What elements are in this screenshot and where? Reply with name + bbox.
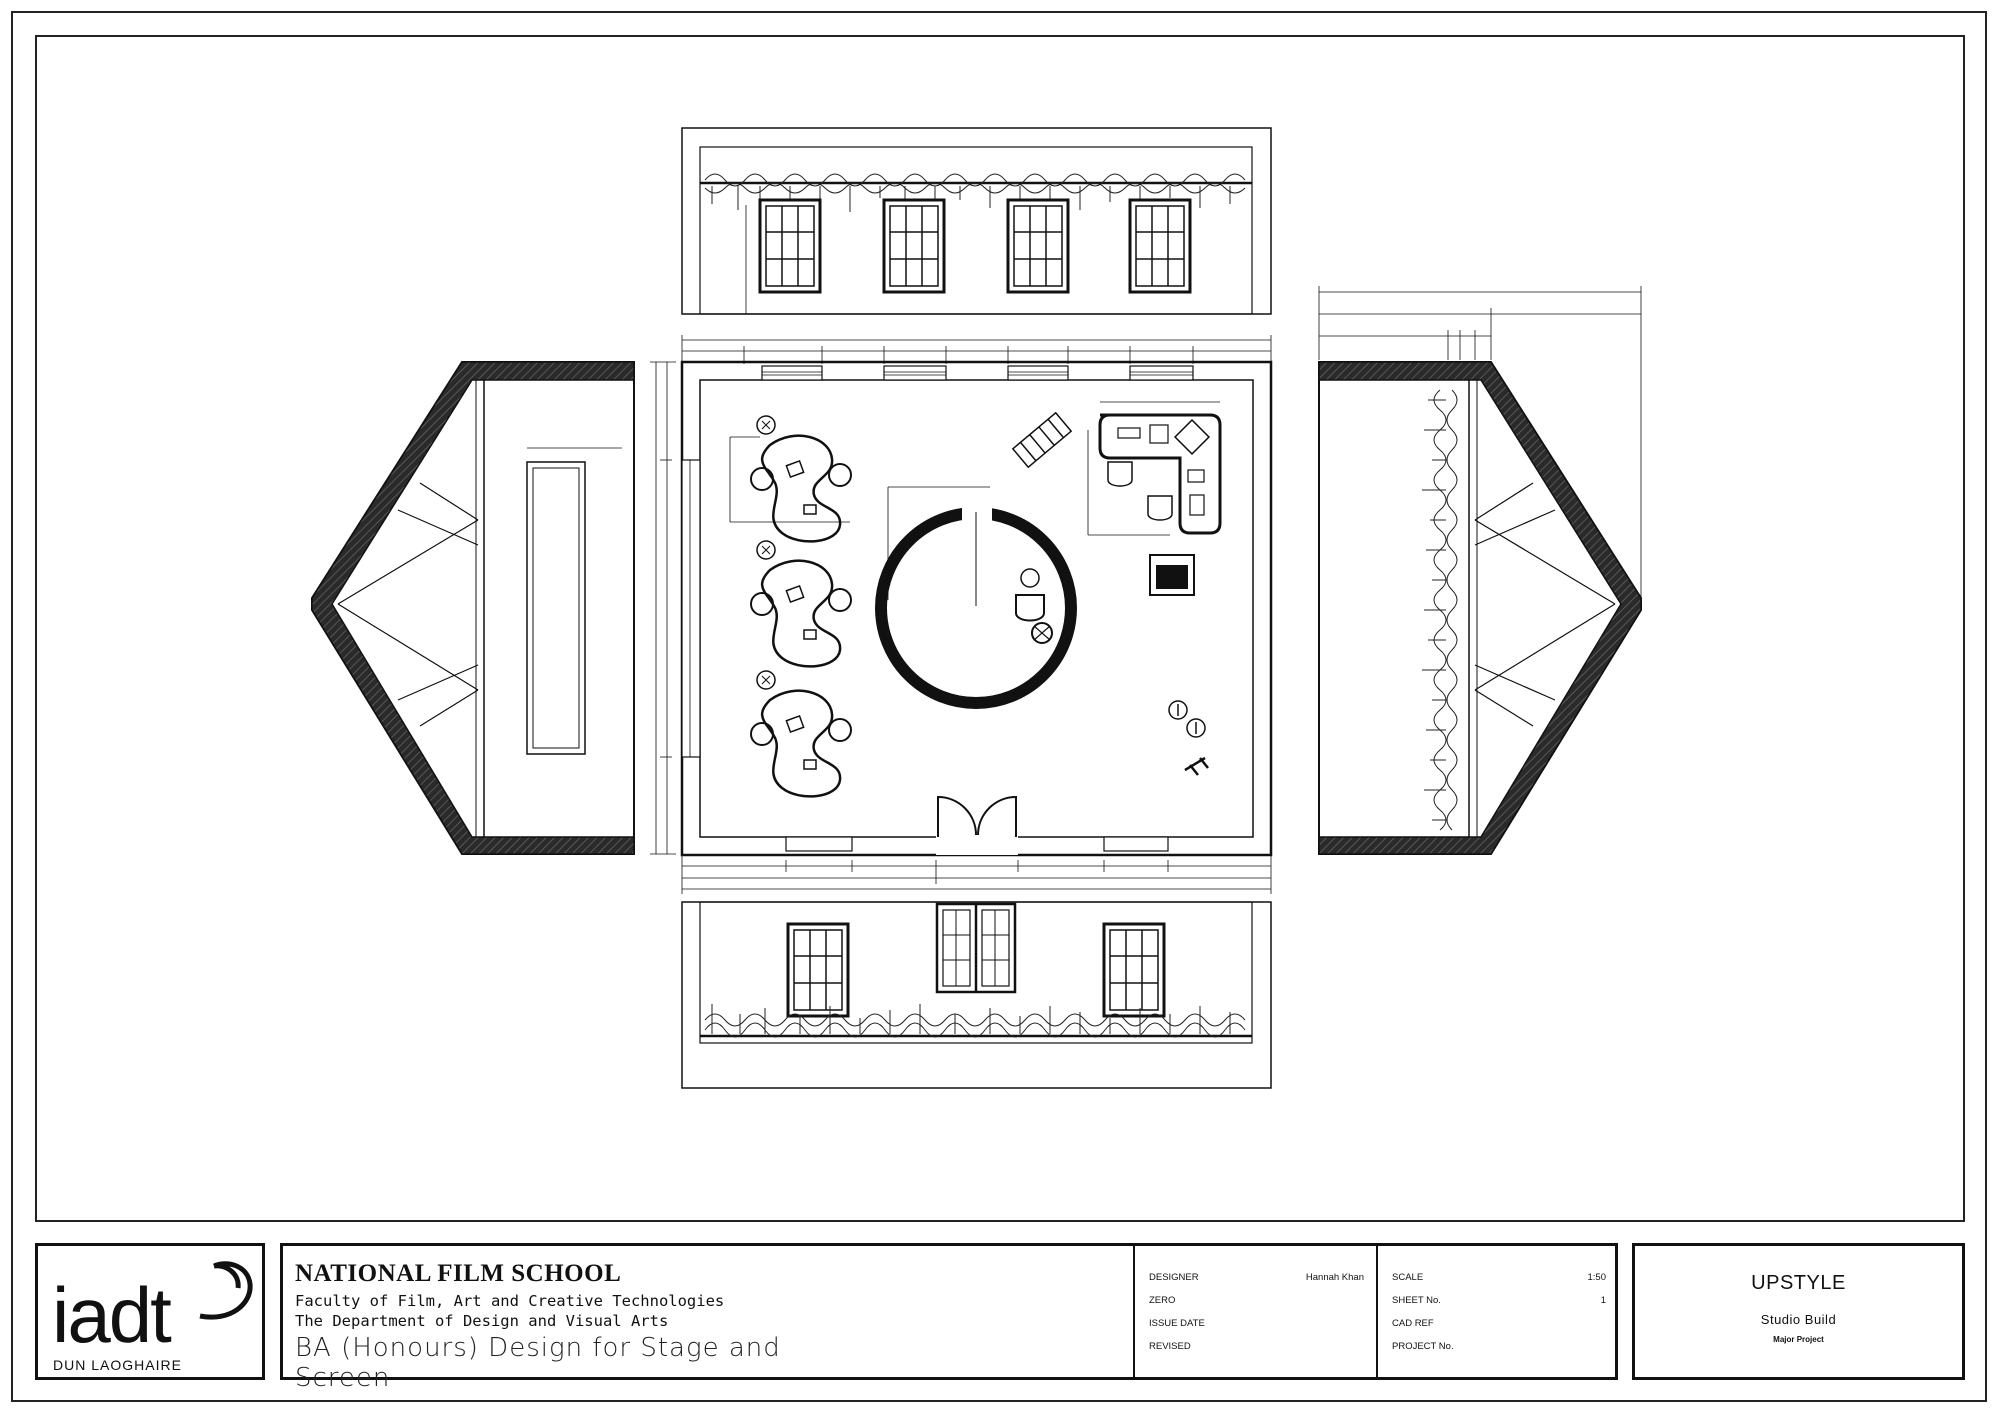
south-elevation: [682, 902, 1271, 1088]
scale-table: [1376, 1246, 1618, 1377]
school-name: NATIONAL FILM SCHOOL: [295, 1260, 622, 1287]
course-title: BA (Honours) Design for Stage and Screen: [295, 1333, 781, 1393]
field-row: CAD REF: [1392, 1318, 1434, 1329]
door-icon: [937, 904, 1015, 992]
designer-table: [1133, 1246, 1376, 1377]
field-row: SHEET No. 1: [1392, 1295, 1606, 1306]
window-icon: [884, 200, 944, 292]
window-icon: [1130, 200, 1190, 292]
seating-pod-icon: [751, 416, 851, 541]
project-note: Major Project: [1773, 1335, 1824, 1344]
desk-icon: [1088, 402, 1220, 535]
logo-subtitle: DUN LAOGHAIRE: [53, 1357, 182, 1373]
east-elevation: [1319, 286, 1641, 854]
field-row: SCALE 1:50: [1392, 1272, 1606, 1283]
ivy-icon: [1422, 390, 1457, 830]
window-icon: [760, 200, 820, 292]
iadt-logo: iadt: [52, 1271, 170, 1359]
department-line: The Department of Design and Visual Arts: [295, 1312, 669, 1330]
field-row: DESIGNER Hannah Khan: [1149, 1272, 1364, 1283]
window-icon: [788, 924, 848, 1016]
field-row: REVISED: [1149, 1341, 1191, 1352]
north-elevation: [682, 128, 1271, 314]
window-icon: [1008, 200, 1068, 292]
logo-swoosh-icon: [190, 1256, 258, 1326]
field-row: ZERO: [1149, 1295, 1176, 1306]
project-name: UPSTYLE: [1751, 1272, 1846, 1294]
faculty-line: Faculty of Film, Art and Creative Technologies: [295, 1292, 725, 1310]
desk-icon: [1150, 555, 1194, 595]
floor-plan: [682, 362, 1271, 855]
desk-icon: [1013, 413, 1071, 467]
project-panel: [1632, 1243, 1965, 1380]
west-elevation: [312, 362, 634, 854]
logo-panel: [35, 1243, 265, 1380]
field-row: PROJECT No.: [1392, 1341, 1454, 1352]
round-booth-icon: [881, 487, 1071, 703]
door-icon: [936, 797, 1018, 855]
window-icon: [1104, 924, 1164, 1016]
seating-pod-icon: [751, 541, 851, 666]
seating-pod-icon: [751, 671, 851, 796]
field-row: ISSUE DATE: [1149, 1318, 1205, 1329]
school-info-panel: [280, 1243, 1618, 1393]
project-subtitle: Studio Build: [1760, 1312, 1837, 1327]
